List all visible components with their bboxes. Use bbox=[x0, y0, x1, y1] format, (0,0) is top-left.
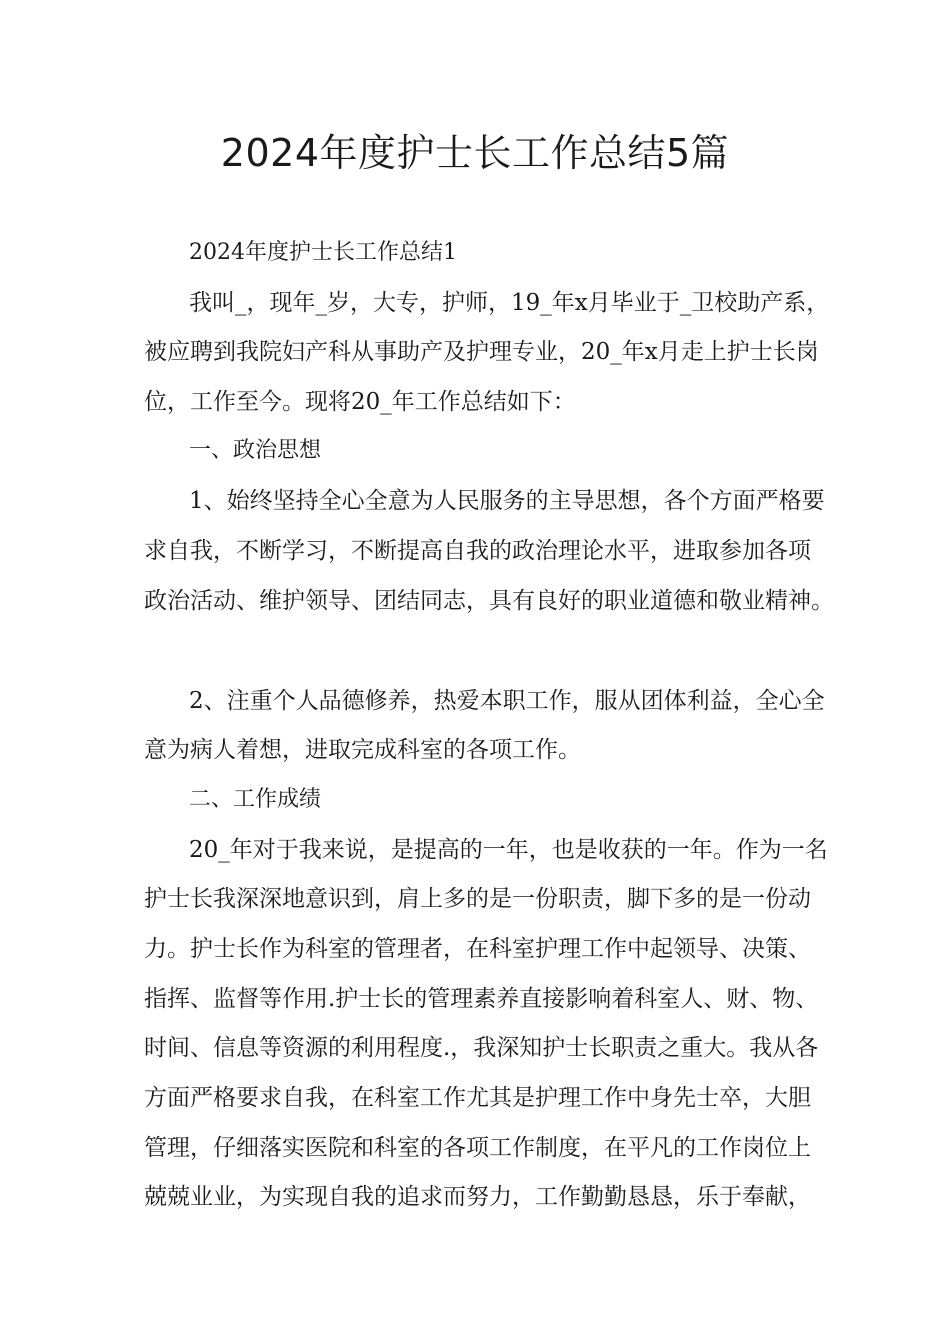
paragraph-line: 20_年对于我来说，是提高的一年，也是收获的一年。作为一名 bbox=[189, 837, 828, 863]
paragraph-line: 位，工作至今。现将20_年工作总结如下： bbox=[144, 389, 576, 415]
section-heading: 一、政治思想 bbox=[189, 438, 322, 463]
paragraph-line: 求自我，不断学习，不断提高自我的政治理论水平，进取参加各项 bbox=[144, 538, 811, 564]
paragraph-line: 方面严格要求自我，在科室工作尤其是护理工作中身先士卒，大胆 bbox=[144, 1085, 811, 1111]
paragraph-line: 1、始终坚持全心全意为人民服务的主导思想，各个方面严格要 bbox=[189, 488, 825, 514]
paragraph-line: 指挥、监督等作用.护士长的管理素养直接影响着科室人、财、物、 bbox=[144, 986, 819, 1012]
paragraph-line: 意为病人着想，进取完成科室的各项工作。 bbox=[144, 737, 581, 763]
paragraph-line: 管理，仔细落实医院和科室的各项工作制度，在平凡的工作岗位上 bbox=[144, 1135, 811, 1161]
paragraph-line: 兢兢业业，为实现自我的追求而努力，工作勤勤恳恳，乐于奉献， bbox=[144, 1184, 811, 1210]
page-title: 2024年度护士长工作总结5篇 bbox=[220, 131, 730, 175]
paragraph-line: 力。护士长作为科室的管理者，在科室护理工作中起领导、决策、 bbox=[144, 936, 811, 962]
paragraph-line: 护士长我深深地意识到，肩上多的是一份职责，脚下多的是一份动 bbox=[144, 886, 811, 912]
paragraph-line: 2、注重个人品德修养，热爱本职工作，服从团体利益，全心全 bbox=[189, 688, 825, 714]
section-heading: 二、工作成绩 bbox=[189, 787, 322, 812]
section-subtitle: 2024年度护士长工作总结1 bbox=[189, 240, 457, 265]
paragraph-line: 时间、信息等资源的利用程度.，我深知护士长职责之重大。我从各 bbox=[144, 1035, 819, 1061]
paragraph-line: 被应聘到我院妇产科从事助产及护理专业，20_年x月走上护士长岗 bbox=[144, 339, 819, 365]
paragraph-line: 政治活动、维护领导、团结同志，具有良好的职业道德和敬业精神。 bbox=[144, 588, 834, 614]
paragraph-line: 我叫_，现年_岁，大专，护师，19_年x月毕业于_卫校助产系， bbox=[189, 290, 830, 316]
